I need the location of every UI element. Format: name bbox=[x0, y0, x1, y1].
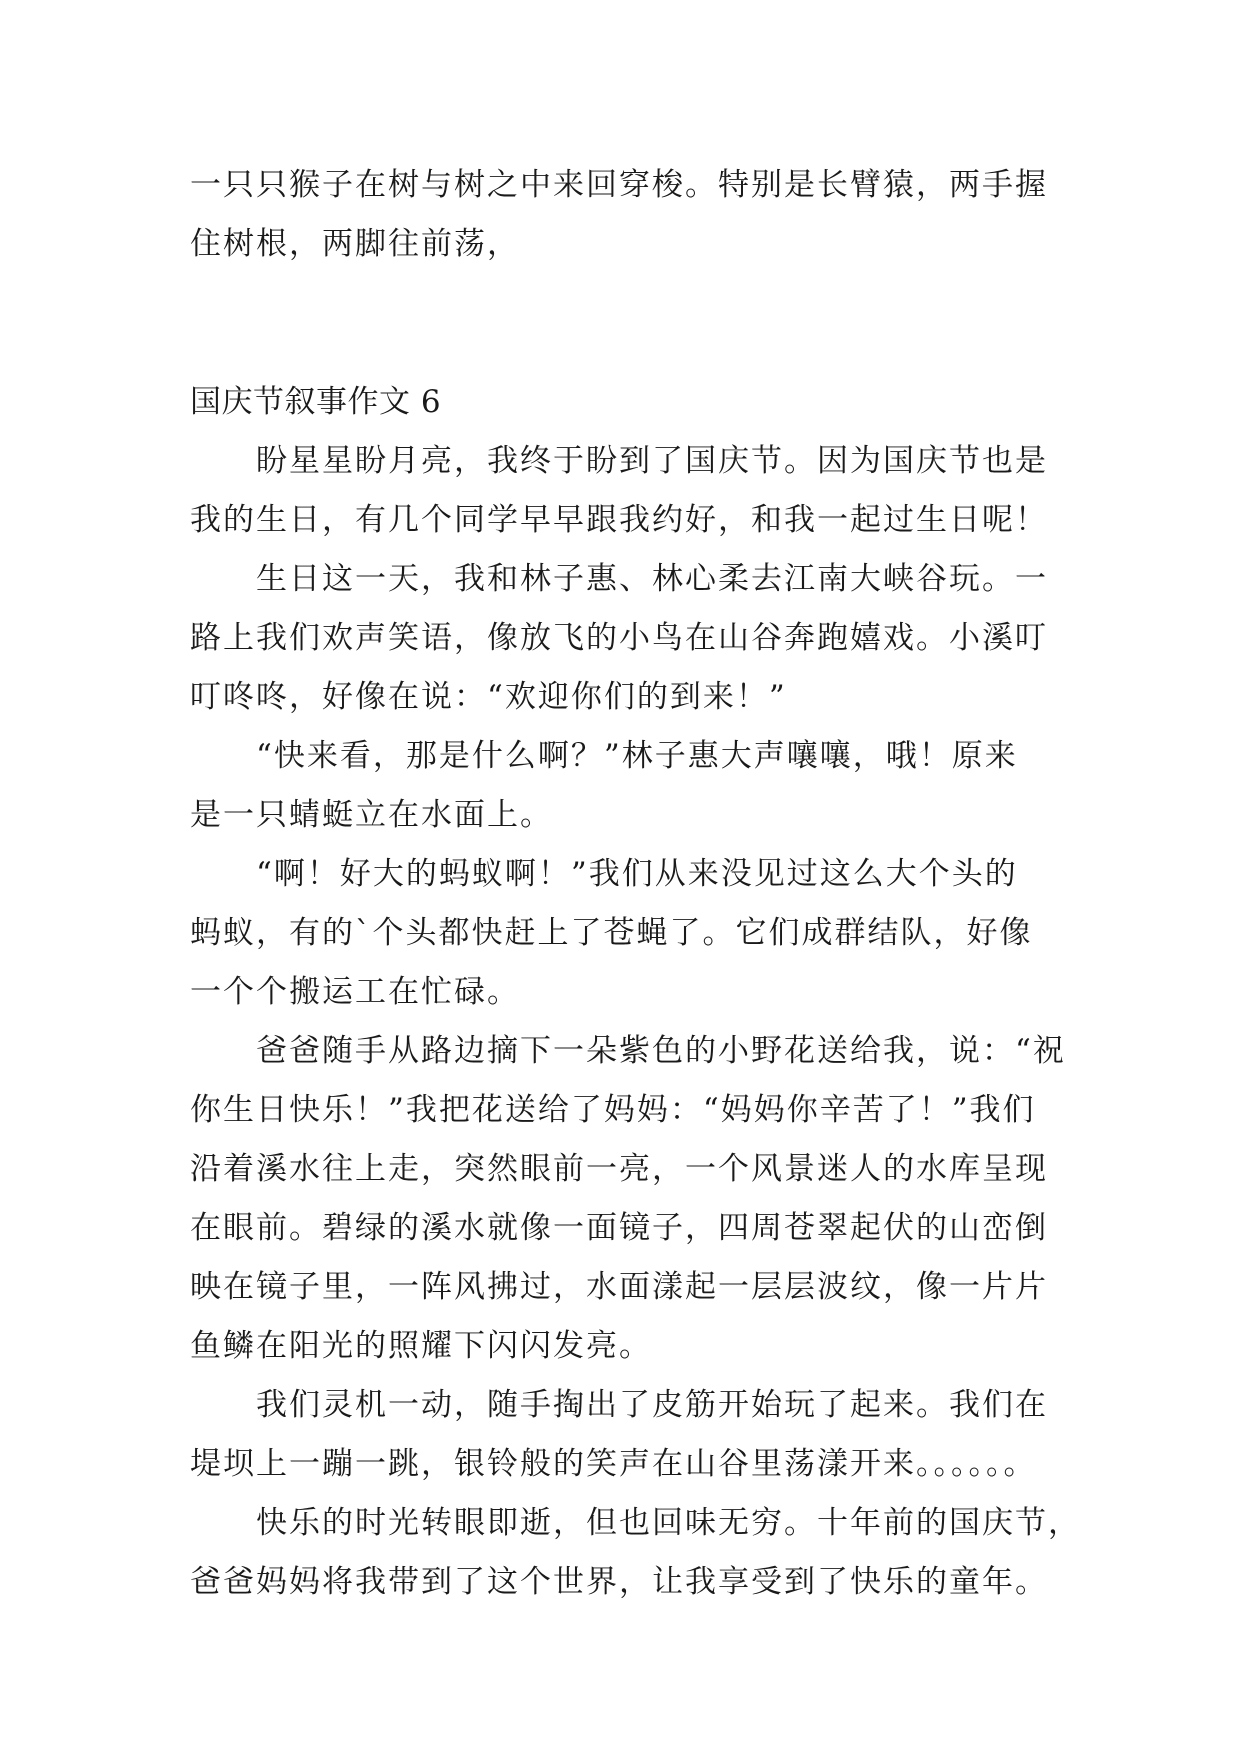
text-line: 鱼鳞在阳光的照耀下闪闪发亮。 bbox=[190, 1328, 652, 1364]
paragraph bbox=[190, 845, 1070, 1022]
essay-title: 国庆节叙事作文 6 bbox=[190, 384, 442, 420]
text-line: 你生日快乐！”我把花送给了妈妈：“妈妈你辛苦了！”我们 bbox=[190, 1092, 1036, 1128]
text-line: 是一只蜻蜓立在水面上。 bbox=[190, 797, 553, 833]
text-line: 快乐的时光转眼即逝，但也回味无穷。十年前的国庆节， bbox=[256, 1505, 1081, 1541]
document-body bbox=[190, 156, 1081, 1612]
text-line: 住树根，两脚往前荡， bbox=[190, 226, 520, 262]
text-line: “快来看，那是什么啊？”林子惠大声嚷嚷，哦！原来 bbox=[256, 738, 1018, 774]
text-line: 爸爸随手从路边摘下一朵紫色的小野花送给我，说：“祝 bbox=[256, 1033, 1066, 1069]
text-line: 爸爸妈妈将我带到了这个世界，让我享受到了快乐的童年。 bbox=[190, 1564, 1048, 1600]
text-line: 路上我们欢声笑语，像放飞的小鸟在山谷奔跑嬉戏。小溪叮 bbox=[190, 620, 1048, 656]
intro-paragraph bbox=[190, 156, 1070, 274]
text-line: 盼星星盼月亮，我终于盼到了国庆节。因为国庆节也是 bbox=[256, 443, 1048, 479]
paragraph bbox=[190, 1022, 1070, 1376]
paragraph bbox=[190, 727, 1070, 845]
text-line: 生日这一天，我和林子惠、林心柔去江南大峡谷玩。一 bbox=[256, 561, 1048, 597]
text-line: 堤坝上一蹦一跳，银铃般的笑声在山谷里荡漾开来。。。。。。 bbox=[190, 1446, 1037, 1482]
text-line: 在眼前。碧绿的溪水就像一面镜子，四周苍翠起伏的山峦倒 bbox=[190, 1210, 1048, 1246]
text-line: 叮咚咚，好像在说：“欢迎你们的到来！” bbox=[190, 679, 787, 715]
text-line: 我们灵机一动，随手掏出了皮筋开始玩了起来。我们在 bbox=[256, 1387, 1048, 1423]
text-line: 蚂蚁，有的`个头都快赶上了苍蝇了。它们成群结队，好像 bbox=[190, 915, 1033, 951]
text-line: 沿着溪水往上走，突然眼前一亮，一个风景迷人的水库呈现 bbox=[190, 1151, 1048, 1187]
paragraph bbox=[190, 432, 1070, 550]
text-line: 我的生日，有几个同学早早跟我约好，和我一起过生日呢！ bbox=[190, 502, 1048, 538]
paragraph bbox=[190, 550, 1070, 727]
section-gap bbox=[190, 274, 1070, 373]
paragraph bbox=[190, 1494, 1081, 1612]
text-line: 一个个搬运工在忙碌。 bbox=[190, 974, 520, 1010]
text-line: 映在镜子里，一阵风拂过，水面漾起一层层波纹，像一片片 bbox=[190, 1269, 1048, 1305]
text-line: 一只只猴子在树与树之中来回穿梭。特别是长臂猿，两手握 bbox=[190, 167, 1048, 203]
paragraph bbox=[190, 1376, 1070, 1494]
text-line: “啊！好大的蚂蚁啊！”我们从来没见过这么大个头的 bbox=[256, 856, 1018, 892]
